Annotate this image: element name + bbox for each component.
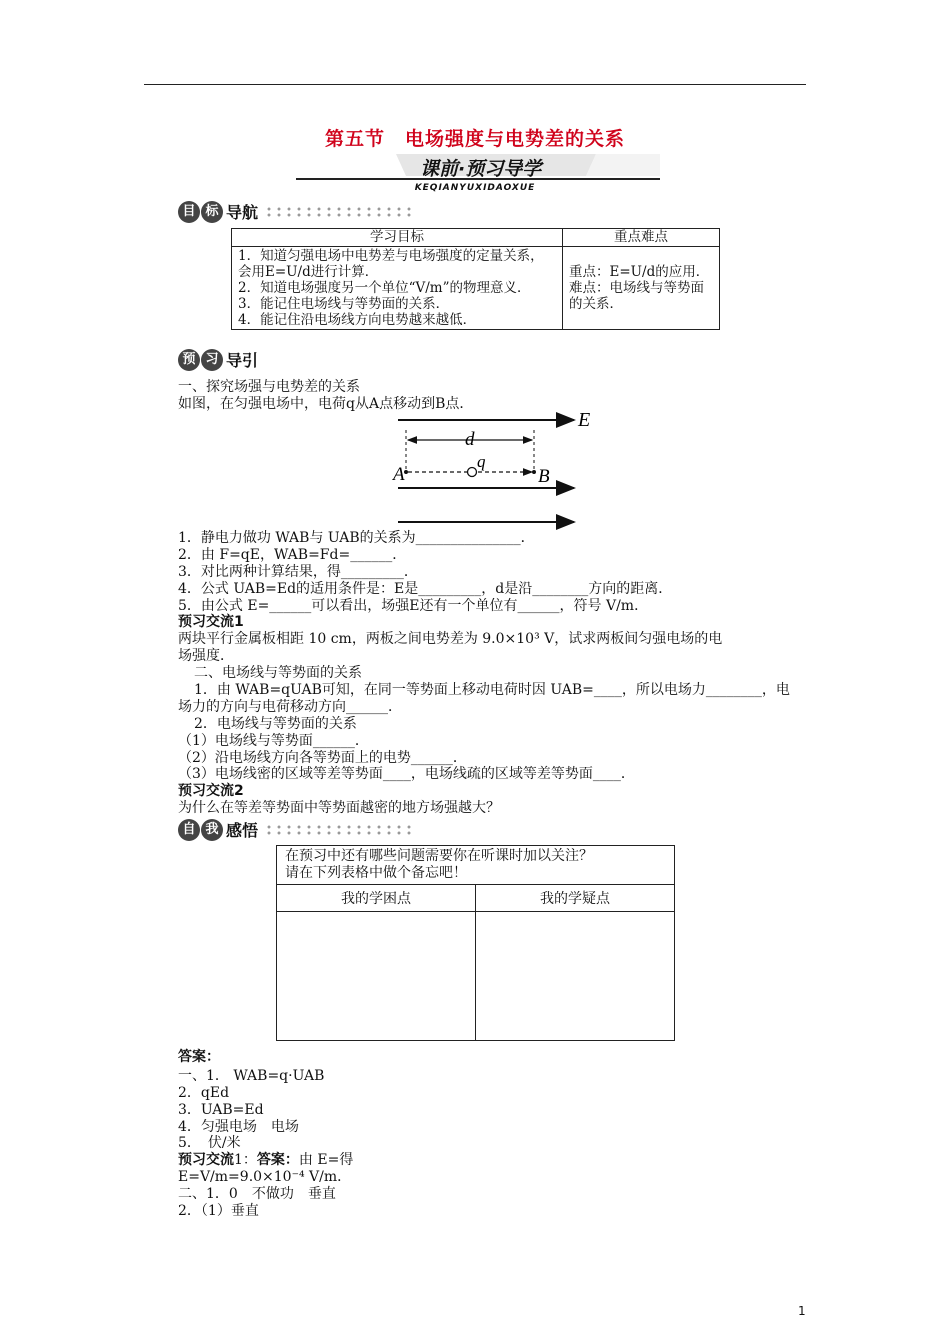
dotted-line (264, 824, 414, 836)
answer-line: 二、1．0 不做功 垂直 (178, 1186, 336, 1202)
goal-item: 1．知道匀强电场中电势差与电场强度的定量关系，会用E=U/d进行计算． (238, 248, 544, 280)
banner-subtitle: KEQIANYUXIDAOXUE (414, 183, 536, 193)
goal-table (231, 228, 720, 330)
answer-line: 3．UAB=Ed (178, 1102, 264, 1118)
header-circle-icon: 习 (201, 349, 223, 371)
section2-item: 场力的方向与电荷移动方向______． (178, 699, 402, 715)
goal-table-header: 重点难点 (563, 229, 720, 247)
exchange1-label: 预习交流1 (178, 614, 244, 630)
answer-exchange1-label: 预习交流 (178, 1152, 234, 1168)
dotted-line (264, 206, 414, 218)
page-number: 1 (798, 1304, 806, 1318)
question-item: 1．静电力做功 WAB与 UAB的关系为_______________． (178, 530, 535, 546)
exchange2-label: 预习交流2 (178, 783, 244, 799)
question-item: 3．对比两种计算结果，得_________． (178, 564, 418, 580)
memo-col-header: 我的学困点 (277, 885, 476, 912)
answer-line: E=V/m=9.0×10⁻⁴ V/m． (178, 1169, 352, 1185)
memo-input-cell[interactable] (277, 912, 476, 1041)
question-item: 2．由 F=qE，WAB=Fd=______． (178, 547, 407, 563)
electric-field-diagram (388, 406, 598, 532)
exchange1-text: 场强度． (178, 648, 234, 664)
header-circle-icon: 我 (201, 819, 223, 841)
header-label: 导引 (226, 351, 259, 370)
answer-exchange1-text: 由 E=得 (298, 1152, 354, 1168)
page-title: 第五节 电场强度与电势差的关系 (324, 128, 625, 150)
question-item: 4．公式 UAB=Ed的适用条件是：E是_________，d是沿________方向的距离． (178, 581, 673, 597)
section-header-goals (178, 200, 414, 226)
exchange1-text: 两块平行金属板相距 10 cm，两板之间电势差为 9.0×10³ V，试求两板间匀强电场的电 (178, 631, 723, 647)
header-circle-icon: 目 (178, 201, 200, 223)
answer-line: 2．qEd (178, 1085, 230, 1101)
point-b-icon (532, 470, 536, 474)
answer-line: 4．匀强电场 电场 (178, 1119, 299, 1135)
answers-label: 答案： (178, 1049, 220, 1065)
memo-table (276, 845, 675, 1041)
label-q: q (477, 452, 486, 471)
section2-heading: 二、电场线与等势面的关系 (194, 665, 362, 681)
section-header-preview (178, 348, 258, 374)
answer-exchange1 (178, 1152, 353, 1169)
section2-item: 2．电场线与等势面的关系 (194, 716, 357, 732)
memo-prompt-line: 在预习中还有哪些问题需要你在听课时加以关注？ (285, 848, 593, 864)
charge-icon (468, 468, 477, 477)
label-a: A (393, 464, 405, 485)
label-b: B (538, 466, 550, 487)
header-circle-icon: 预 (178, 349, 200, 371)
answer-exchange1-answer-label: 答案： (256, 1152, 299, 1168)
goal-list (232, 247, 563, 330)
goal-item: 2．知道电场强度另一个单位“V/m”的物理意义． (238, 280, 531, 296)
section2-subitem: （2）沿电场线方向各等势面上的电势______． (178, 750, 467, 766)
exchange2-text: 为什么在等差等势面中等势面越密的地方场强越大？ (178, 800, 500, 816)
top-rule (144, 84, 806, 85)
memo-col-header: 我的学疑点 (476, 885, 675, 912)
goal-item: 3．能记住电场线与等势面的关系． (238, 296, 450, 312)
memo-input-cell[interactable] (476, 912, 675, 1041)
banner-rule (296, 178, 660, 180)
header-label: 导航 (226, 203, 259, 222)
focus-text: 重点：E=U/d的应用． (569, 264, 710, 280)
banner-title: 课前·预习导学 (420, 158, 542, 180)
question-item: 5．由公式 E=______可以看出，场强E还有一个单位有______，符号 V/m． (178, 598, 649, 614)
goal-table-header: 学习目标 (232, 229, 563, 247)
section2-item: 1．由 WAB=qUAB可知，在同一等势面上移动电荷时因 UAB=____，所以电场力________，电 (194, 682, 790, 698)
header-label: 感悟 (226, 821, 259, 840)
label-e: E (578, 409, 591, 431)
memo-prompt-line: 请在下列表格中做个备忘吧！ (285, 865, 467, 881)
memo-prompt (277, 846, 675, 885)
answer-line: 2．（1）垂直 (178, 1203, 259, 1219)
answer-line: 5． 伏/米 (178, 1135, 241, 1151)
section1-intro: 如图，在匀强电场中，电荷q从A点移动到B点． (178, 396, 474, 412)
section-header-reflection (178, 818, 414, 844)
answer-line: 一、1． WAB=q·UAB (178, 1068, 325, 1084)
section1-heading: 一、探究场强与电势差的关系 (178, 379, 360, 395)
section2-subitem: （3）电场线密的区域等差等势面____，电场线疏的区域等差等势面____． (178, 766, 635, 782)
label-d: d (465, 429, 475, 450)
difficulty-text: 难点：电场线与等势面的关系． (569, 280, 704, 312)
answer-exchange1-number: 1： (234, 1152, 257, 1168)
section2-subitem: （1）电场线与等势面______． (178, 733, 369, 749)
header-circle-icon: 自 (178, 819, 200, 841)
header-circle-icon: 标 (201, 201, 223, 223)
goal-item: 4．能记住沿电场线方向电势越来越低． (238, 312, 477, 328)
focus-cell (563, 247, 720, 330)
